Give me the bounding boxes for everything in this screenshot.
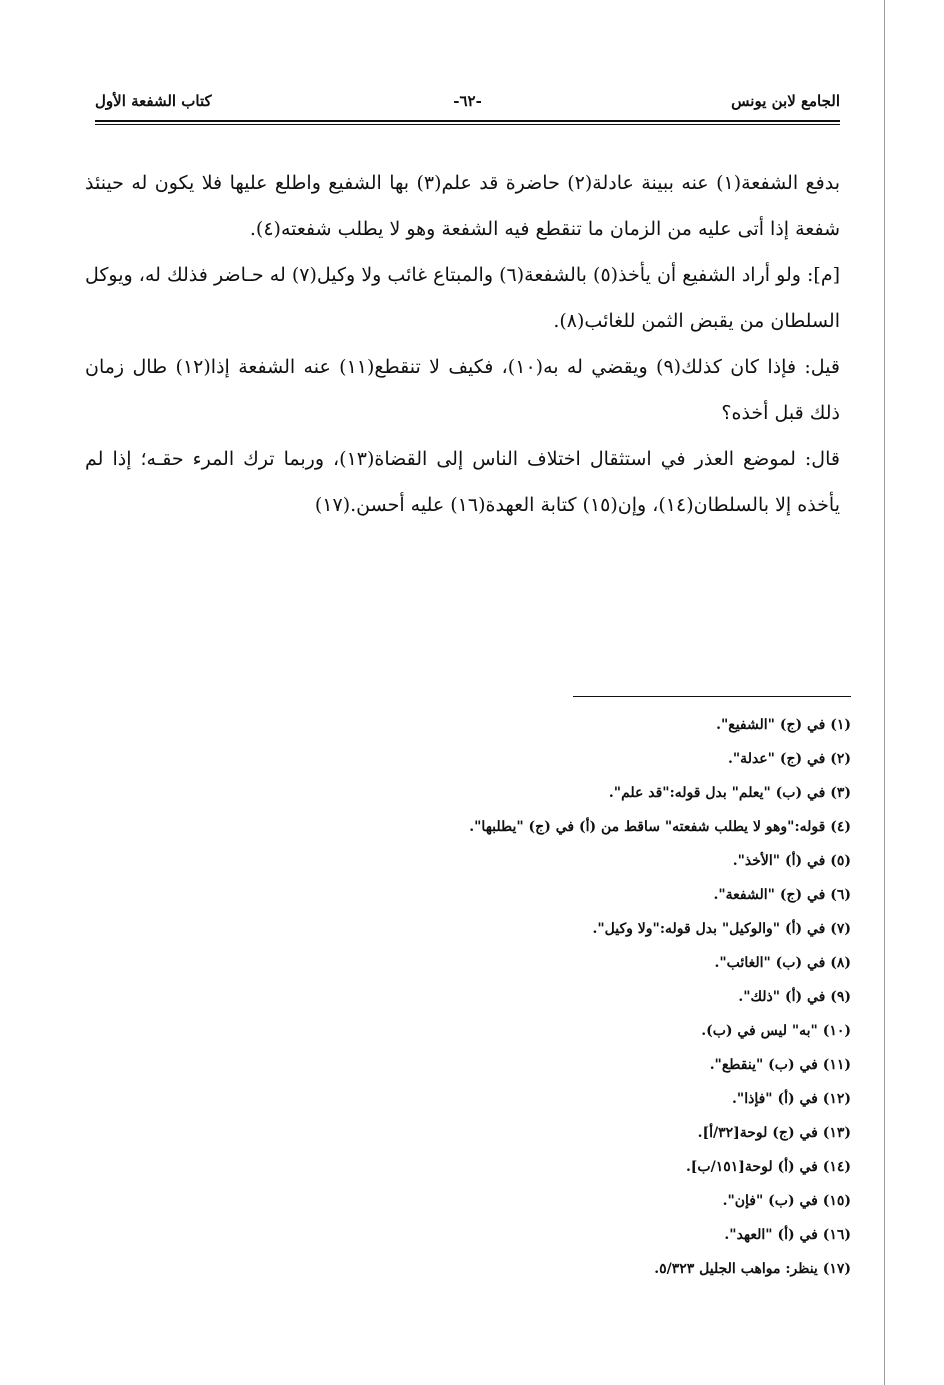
footnote: (١١) في (ب) "ينقطع". [709,1057,851,1073]
footnote: (٥) في (أ) "الأخذ". [732,853,851,869]
page-edge-line [884,0,885,1385]
footnote: (٣) في (ب) "يعلم" بدل قوله:"قد علم". [608,785,851,801]
footnote: (٨) في (ب) "الغائب". [714,955,851,971]
page-number: -٦٢- [453,92,482,110]
paragraph: قيل: فإذا كان كذلك(٩) ويقضي له به(١٠)، فكيف لا تنقطع(١١) عنه الشفعة إذا(١٢) طال زمان ذلك قبل أخذه؟ [85,356,841,424]
footnote: (١) في (ج) "الشفيع". [716,717,851,733]
footnote: (١٧) ينظر: مواهب الجليل ٥/٣٢٣. [654,1261,851,1277]
running-header [95,92,840,120]
paragraph: قال: لموضع العذر في استثقال اختلاف الناس إلى القضاة(١٣)، وربما ترك المرء حقـه؛ إذا لم يأخذه إلا بالسلطان(١٤)، وإن(١٥) كتابة العهدة(١٦) عليه أحسن.(١٧) [85,448,840,516]
footnote: (١٤) في (أ) لوحة[١٥١/ب]. [685,1159,851,1175]
header-rule-thin [95,124,840,125]
header-rule [95,120,840,122]
footnote: (٦) في (ج) "الشفعة". [713,887,851,903]
main-text [85,160,840,528]
paragraph: [م]: ولو أراد الشفيع أن يأخذ(٥) بالشفعة(٦) والمبتاع غائب ولا وكيل(٧) له حـاضر فذلك له، ويوكل السلطان من يقبض الثمن للغائب(٨). [85,264,840,332]
footnote: (١٠) "به" ليس في (ب). [701,1023,851,1039]
footnotes [400,708,851,1286]
paragraph: بدفع الشفعة(١) عنه ببينة عادلة(٢) حاضرة قد علم(٣) بها الشفيع واطلع عليها فلا يكون له حينئذ شفعة إذا أتى عليه من الزمان ما تنقطع فيه الشفعة وهو لا يطلب شفعته(٤). [85,172,840,240]
footnote-separator [573,696,851,697]
footnote: (١٣) في (ج) لوحة[٣٢/أ]. [697,1125,851,1141]
header-chapter-title: كتاب الشفعة الأول [95,92,212,110]
footnote: (١٦) في (أ) "العهد". [724,1227,851,1243]
footnote: (٧) في (أ) "والوكيل" بدل قوله:"ولا وكيل". [592,921,851,937]
footnote: (٢) في (ج) "عدلة". [728,751,851,767]
footnote: (١٥) في (ب) "فإن". [722,1193,851,1209]
footnote: (١٢) في (أ) "فإذا". [732,1091,851,1107]
header-book-title: الجامع لابن يونس [731,92,840,110]
footnote: (٤) قوله:"وهو لا يطلب شفعته" ساقط من (أ) في (ج) "يطلبها". [469,819,851,835]
footnote: (٩) في (أ) "ذلك". [738,989,851,1005]
